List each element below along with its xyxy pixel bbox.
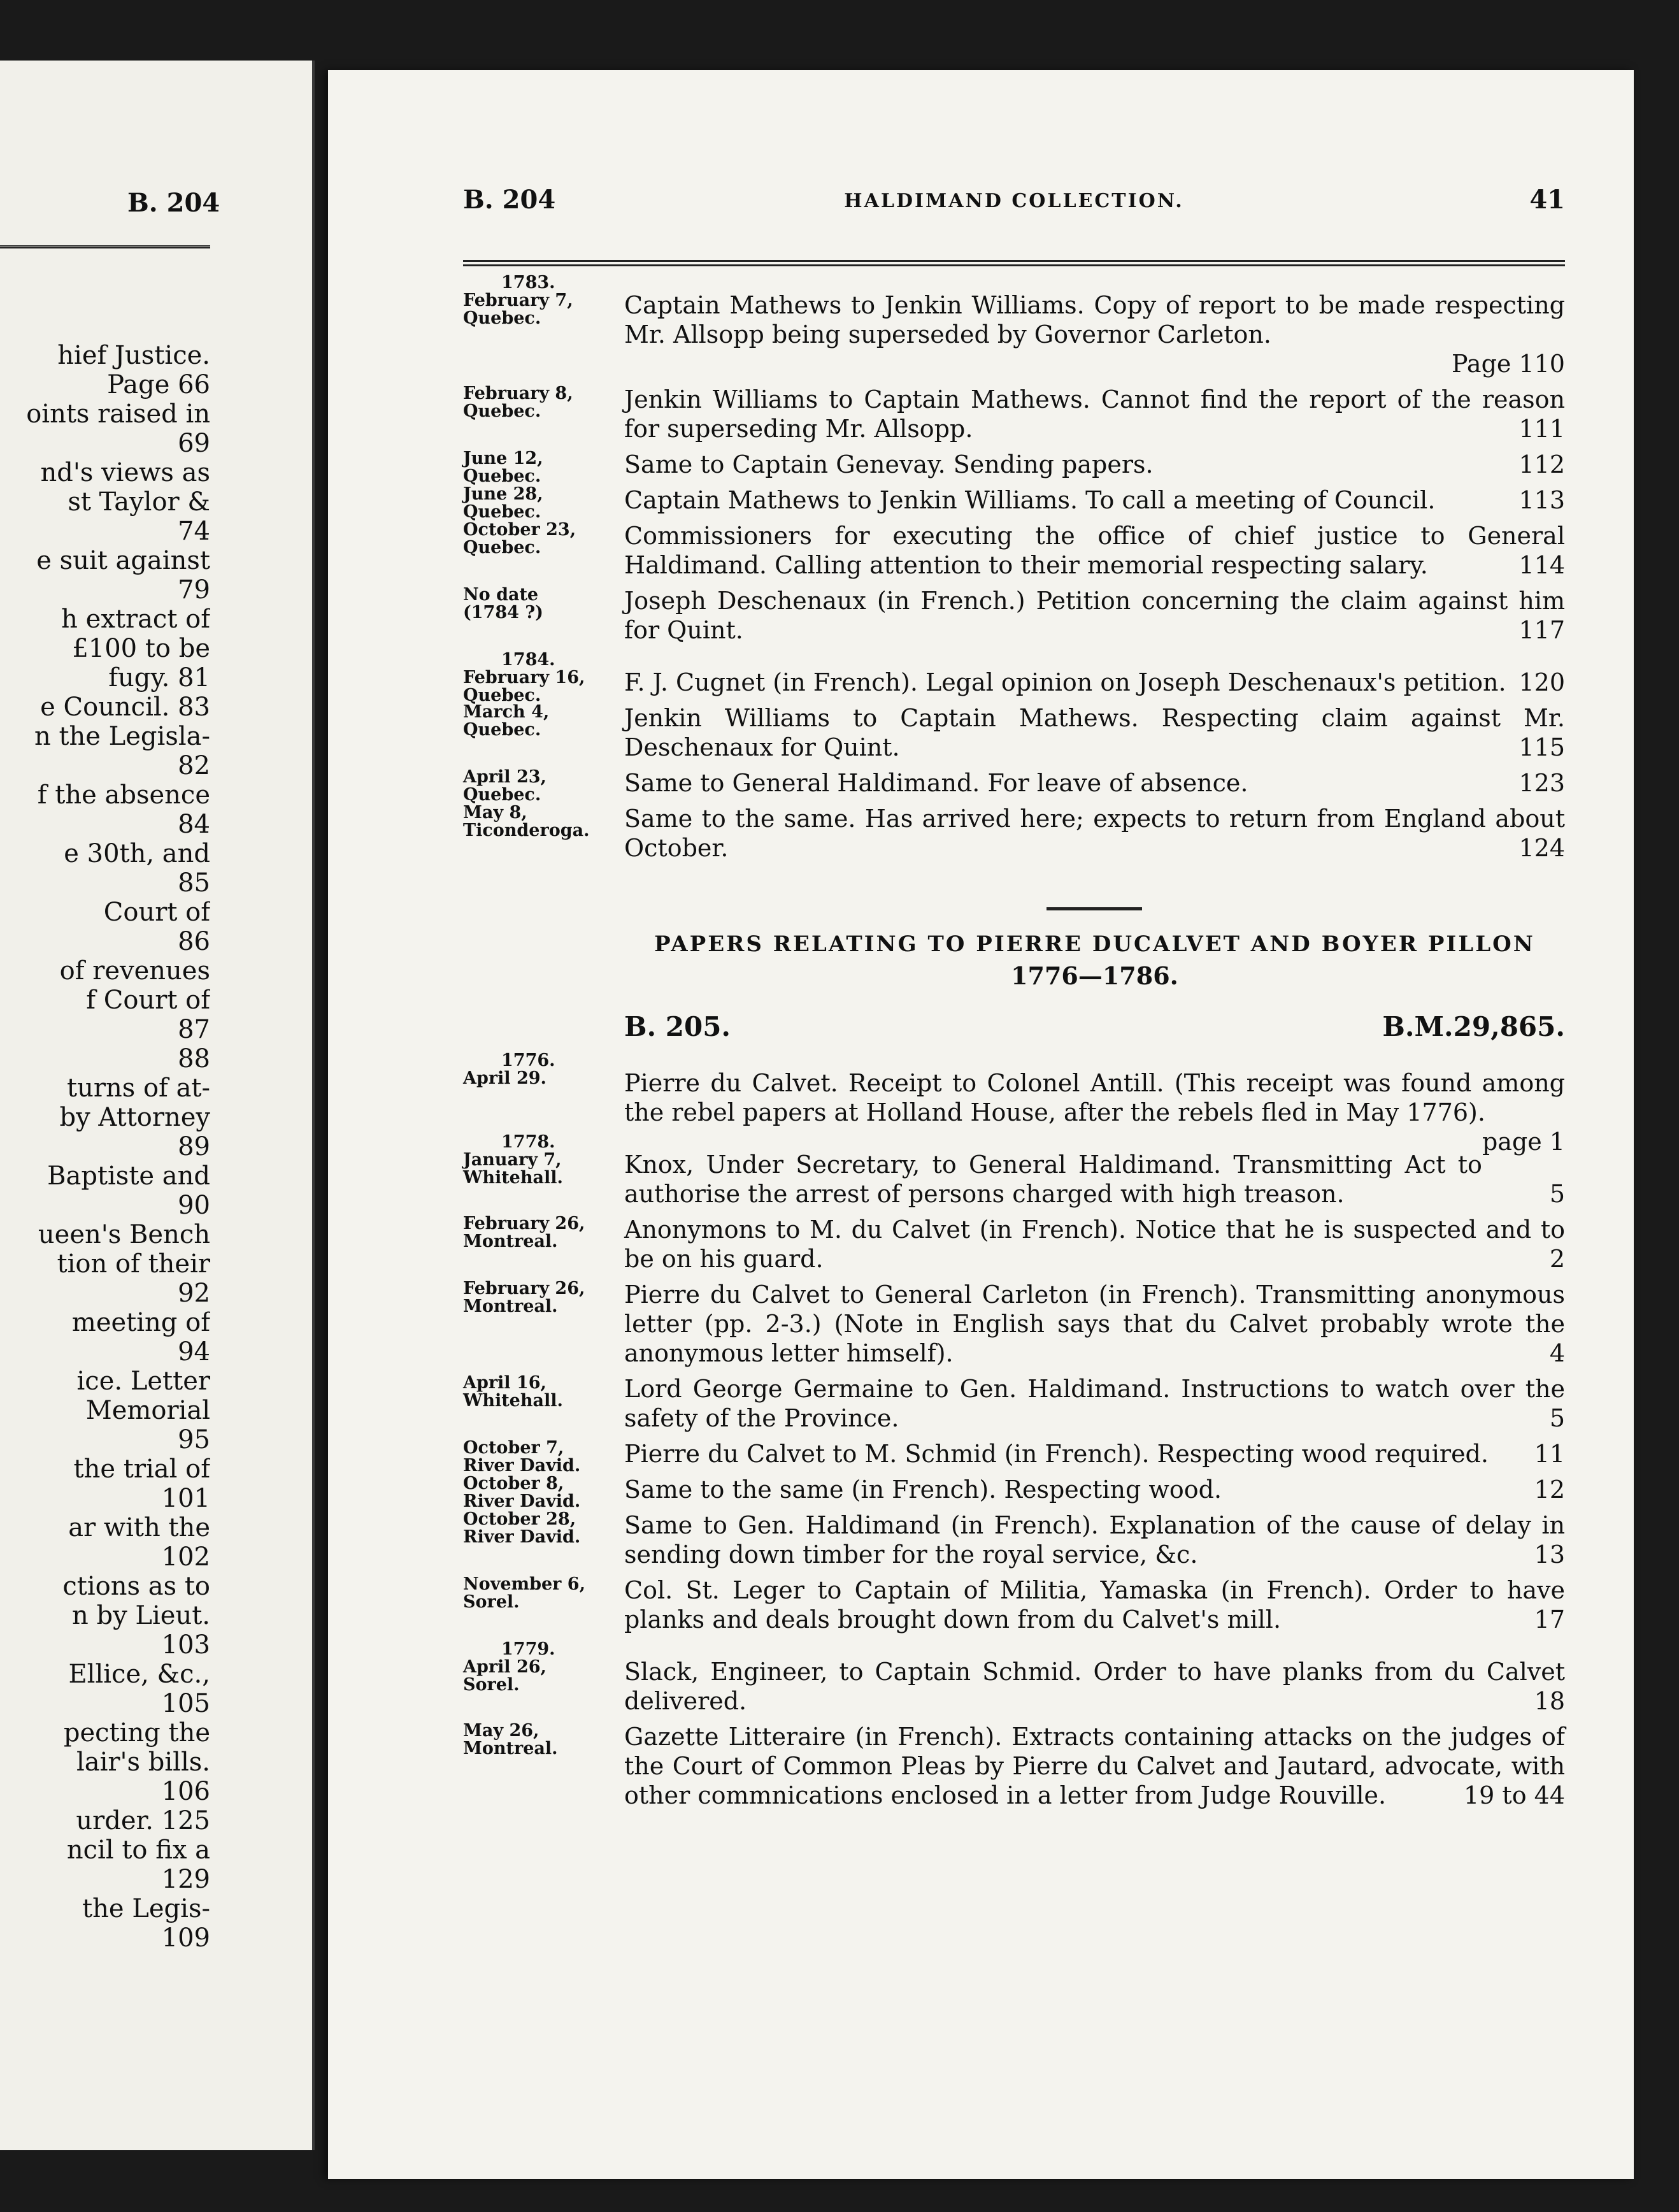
facing-page-line: turns of at- (67, 1074, 210, 1103)
calendar-entry (463, 1474, 1565, 1511)
entry-date-text: June 28, (463, 484, 543, 504)
facing-page-line: e suit against (36, 546, 210, 575)
entry-date (463, 485, 616, 521)
entry-place: Quebec. (463, 686, 541, 705)
facing-page-rule (0, 245, 210, 248)
entry-page-ref: 123 (1518, 769, 1565, 797)
facing-page-line: 90 (178, 1191, 210, 1220)
calendar-entry (463, 1641, 1565, 1716)
facing-page-line: n the Legisla- (34, 722, 210, 751)
entry-page-ref: 2 (1549, 1245, 1565, 1273)
entry-page-ref: 114 (1518, 551, 1565, 579)
facing-page-line: 85 (178, 868, 210, 898)
entry-place: Quebec. (463, 538, 541, 557)
entry-place: (1784 ?) (463, 603, 543, 622)
entry-date-text: No date (463, 585, 539, 605)
facing-page-line: 102 (161, 1542, 210, 1572)
facing-page-line: hief Justice. (57, 341, 210, 370)
entry-page-ref: 112 (1518, 450, 1565, 478)
entry-date (463, 804, 616, 840)
entry-page-ref: 120 (1518, 668, 1565, 696)
calendar-entry (463, 521, 1565, 580)
entry-body (624, 1475, 1565, 1504)
entry-body (624, 1439, 1565, 1469)
entry-date-text: June 12, (463, 449, 543, 468)
entry-text: Slack, Engineer, to Captain Schmid. Order to have planks from du Calvet delivered. (624, 1658, 1565, 1715)
entry-date-text: January 7, (463, 1150, 562, 1170)
entry-place: Whitehall. (463, 1168, 563, 1188)
entry-text: Gazette Litteraire (in French). Extracts containing attacks on the judges of the Court of Common Pleas by Pierre du Calvet and Jautard, advocate, with other commnications enclosed in a letter from Judge Rouville. (624, 1723, 1565, 1809)
entry-date (463, 768, 616, 804)
calendar-entry (463, 1215, 1565, 1274)
facing-page-line: Baptiste and (47, 1161, 210, 1191)
section-years: 1776—1786. (1011, 961, 1178, 990)
entry-text: Pierre du Calvet to M. Schmid (in French). Respecting wood required. (624, 1440, 1489, 1468)
entry-body (624, 1511, 1565, 1569)
facing-page (0, 61, 315, 2150)
entry-date-text: February 8, (463, 384, 573, 403)
entry-date-text: October 28, (463, 1509, 576, 1529)
entry-text: Same to Captain Genevay. Sending papers. (624, 450, 1154, 478)
facing-page-line: 109 (161, 1923, 210, 1953)
entry-page-ref: 5 (1549, 1180, 1565, 1208)
entry-place: Ticonderoga. (463, 821, 590, 840)
page (328, 70, 1634, 2179)
facing-page-line: ctions as to (62, 1572, 210, 1601)
entry-page-ref: 113 (1518, 486, 1565, 514)
calendar-entry (463, 767, 1565, 805)
entry-text: Jenkin Williams to Captain Mathews. Respecting claim against Mr. Deschenaux for Quint. (624, 704, 1565, 761)
facing-page-line: Court of (103, 898, 210, 927)
entry-date-text: February 7, (463, 291, 573, 310)
calendar-entry (463, 274, 1565, 378)
calendar-entry (463, 586, 1565, 645)
facing-page-line: 103 (161, 1630, 210, 1660)
entry-place: Quebec. (463, 466, 541, 486)
entry-body (624, 1641, 1565, 1716)
entry-page-ref: 5 (1549, 1404, 1565, 1432)
entry-place: River David. (463, 1527, 581, 1547)
entry-date (463, 274, 616, 327)
facing-page-line: e Council. 83 (40, 693, 210, 722)
entry-date (463, 1280, 616, 1316)
entry-place: Whitehall. (463, 1391, 563, 1411)
entry-body (624, 485, 1565, 515)
facing-page-line: 89 (178, 1132, 210, 1161)
entry-place: Montreal. (463, 1232, 558, 1251)
facing-page-line: fugy. 81 (108, 663, 210, 693)
entry-place: Sorel. (463, 1675, 520, 1695)
entry-text: Pierre du Calvet to General Carleton (in French). Transmitting anonymous letter (pp. 2-3.) (Note in English says that du Calvet probably wrote the anonymous letter himself). (624, 1281, 1565, 1367)
entry-date-text: October 8, (463, 1474, 564, 1493)
entry-date-text: April 16, (463, 1373, 547, 1393)
entry-date (463, 1133, 616, 1187)
facing-page-line: the Legis- (82, 1894, 210, 1923)
entry-date (463, 1374, 616, 1410)
header-collection-title: HALDIMAND COLLECTION. (844, 190, 1184, 212)
entry-date-text: May 8, (463, 803, 527, 822)
facing-page-line: f the absence (37, 780, 210, 810)
entry-body (624, 804, 1565, 863)
entry-date (463, 1641, 616, 1694)
entry-year: 1784. (501, 650, 555, 670)
entry-page-ref: 18 (1534, 1687, 1565, 1715)
entry-body (624, 1215, 1565, 1274)
facing-page-line: Ellice, &c., (68, 1660, 210, 1689)
facing-page-header: B. 204 (127, 188, 220, 218)
facing-page-line: e 30th, and (64, 839, 210, 868)
entry-place: Quebec. (463, 785, 541, 805)
entry-place: Quebec. (463, 308, 541, 328)
series-code: B. 205. (624, 1011, 731, 1042)
entry-place: Montreal. (463, 1739, 558, 1758)
facing-page-line: 87 (178, 1015, 210, 1044)
facing-page-line: ueen's Bench (38, 1220, 210, 1249)
facing-page-line: 101 (161, 1484, 210, 1513)
section-codes (624, 1011, 1565, 1047)
entry-page-ref: Page 110 (1452, 350, 1565, 378)
entry-text: Same to the same. Has arrived here; expects to return from England about October. (624, 805, 1565, 862)
entry-date-text: May 26, (463, 1721, 539, 1741)
entry-date (463, 385, 616, 420)
entry-text: Same to General Haldimand. For leave of absence. (624, 769, 1248, 797)
entry-year: 1776. (501, 1051, 555, 1070)
entry-date-text: October 7, (463, 1438, 564, 1458)
entry-text: Pierre du Calvet. Receipt to Colonel Antill. (This receipt was found among the rebel papers at Holland House, after the rebels fled in May 1776). (624, 1069, 1565, 1126)
facing-page-line: pecting the (63, 1718, 210, 1748)
entry-body (624, 1374, 1565, 1433)
entry-body (624, 651, 1565, 697)
entry-place: Sorel. (463, 1592, 520, 1612)
entry-body (624, 274, 1565, 378)
header-volume-code: B. 204 (463, 185, 556, 215)
facing-page-line: of revenues (59, 956, 210, 986)
facing-page-line: 82 (178, 751, 210, 780)
entry-date (463, 1215, 616, 1251)
entry-date (463, 586, 616, 622)
entry-body (624, 450, 1565, 479)
calendar-entry (463, 804, 1565, 863)
entry-body (624, 768, 1565, 798)
entry-page-ref: 11 (1534, 1440, 1565, 1468)
entry-body (624, 385, 1565, 443)
entry-date-text: April 29. (463, 1068, 547, 1088)
entry-date-text: February 26, (463, 1214, 585, 1233)
facing-page-line: 86 (178, 927, 210, 956)
calendar-entry (463, 1722, 1565, 1810)
entry-body (624, 521, 1565, 580)
entry-place: River David. (463, 1491, 581, 1511)
facing-page-line: 129 (161, 1865, 210, 1894)
entry-page-ref: 12 (1534, 1476, 1565, 1504)
entry-year: 1778. (501, 1132, 555, 1152)
section-title: PAPERS RELATING TO PIERRE DUCALVET AND BOYER PILLON (654, 931, 1535, 957)
section-divider (1047, 907, 1142, 910)
facing-page-line: tion of their (57, 1249, 210, 1279)
entry-date (463, 1576, 616, 1611)
entry-date (463, 450, 616, 485)
calendar-entry (463, 1374, 1565, 1433)
entry-text: Same to Gen. Haldimand (in French). Explanation of the cause of delay in sending down timber for the royal service, &c. (624, 1511, 1565, 1569)
page-number: 41 (1529, 185, 1565, 215)
entry-year: 1783. (501, 273, 555, 292)
entry-date-text: November 6, (463, 1574, 585, 1594)
entry-page-ref: 115 (1518, 733, 1565, 761)
entry-date (463, 1722, 616, 1758)
facing-page-line: urder. 125 (76, 1806, 210, 1835)
facing-page-line: ar with the (68, 1513, 210, 1542)
facing-page-line: 74 (178, 517, 210, 546)
facing-page-line: meeting of (71, 1308, 210, 1337)
entry-text: F. J. Cugnet (in French). Legal opinion on Joseph Deschenaux's petition. (624, 668, 1506, 696)
calendar-entry (463, 385, 1565, 443)
calendar-entry (463, 1280, 1565, 1368)
facing-page-line: oints raised in (26, 399, 210, 429)
entry-date (463, 651, 616, 705)
entry-place: Montreal. (463, 1296, 558, 1316)
facing-page-line: 95 (178, 1425, 210, 1454)
calendar-entry (463, 1133, 1565, 1209)
entry-date-text: April 23, (463, 767, 547, 787)
entry-body (624, 1280, 1565, 1368)
entry-place: River David. (463, 1456, 581, 1476)
entry-place: Quebec. (463, 720, 541, 740)
facing-page-line: 105 (161, 1689, 210, 1718)
calendar-entry (463, 1511, 1565, 1569)
entry-page-ref: 124 (1518, 834, 1565, 862)
entry-text: Joseph Deschenaux (in French.) Petition concerning the claim against him for Quint. (624, 587, 1565, 644)
facing-page-lines (0, 341, 210, 1953)
entry-date-text: March 4, (463, 702, 550, 722)
entry-body (624, 1722, 1565, 1810)
british-museum-code: B.M.29,865. (1382, 1011, 1565, 1042)
entry-date-text: February 16, (463, 668, 585, 687)
calendar-entry (463, 703, 1565, 762)
facing-page-line: h extract of (61, 605, 210, 634)
entry-page-ref: page 1 (1482, 1128, 1565, 1156)
entry-body (624, 1576, 1565, 1634)
facing-page-line: 106 (161, 1777, 210, 1806)
facing-page-line: 69 (178, 429, 210, 458)
entry-date-text: February 26, (463, 1279, 585, 1298)
facing-page-line: the trial of (73, 1454, 210, 1484)
facing-page-line: st Taylor & (68, 487, 210, 517)
entry-text: Knox, Under Secretary, to General Haldimand. Transmitting Act to authorise the arrest of persons charged with high treason. (624, 1151, 1482, 1208)
facing-page-line: by Attorney (59, 1103, 210, 1132)
facing-page-line: 79 (178, 575, 210, 605)
facing-page-line: f Court of (86, 986, 210, 1015)
entry-date-text: April 26, (463, 1657, 547, 1677)
entry-text: Anonymons to M. du Calvet (in French). Notice that he is suspected and to be on his guard. (624, 1216, 1565, 1273)
entry-date (463, 521, 616, 557)
facing-page-line: n by Lieut. (72, 1601, 210, 1630)
entry-text: Same to the same (in French). Respecting wood. (624, 1476, 1222, 1504)
page-content (463, 274, 1565, 1816)
entry-date-text: October 23, (463, 520, 576, 540)
facing-page-line: lair's bills. (76, 1748, 210, 1777)
entry-text: Lord George Germaine to Gen. Haldimand. Instructions to watch over the safety of the Province. (624, 1375, 1565, 1432)
entry-page-ref: 17 (1534, 1605, 1565, 1634)
entry-text: Jenkin Williams to Captain Mathews. Cannot find the report of the reason for superseding Mr. Allsopp. (624, 385, 1565, 443)
entry-page-ref: 13 (1534, 1540, 1565, 1569)
entry-body (624, 586, 1565, 645)
facing-page-line: 84 (178, 810, 210, 839)
entry-page-ref: 4 (1549, 1339, 1565, 1367)
entry-page-ref: 117 (1518, 616, 1565, 644)
calendar-entries-1776 (463, 1052, 1565, 1810)
entry-text: Captain Mathews to Jenkin Williams. Copy of report to be made respecting Mr. Allsopp being superseded by Governor Carleton. (624, 291, 1565, 348)
page-header (463, 185, 1565, 223)
entry-page-ref: 111 (1518, 415, 1565, 443)
entry-body (624, 1133, 1565, 1209)
facing-page-line: ice. Letter (76, 1367, 210, 1396)
facing-page-line: ncil to fix a (66, 1835, 210, 1865)
facing-page-line: Page 66 (107, 370, 210, 399)
entry-body (624, 703, 1565, 762)
calendar-entry (463, 1576, 1565, 1634)
facing-page-line: Memorial (85, 1396, 210, 1425)
calendar-entries-1783 (463, 274, 1565, 863)
entry-text: Captain Mathews to Jenkin Williams. To call a meeting of Council. (624, 486, 1436, 514)
entry-date (463, 1052, 616, 1088)
entry-date (463, 703, 616, 739)
entry-page-ref: 19 to 44 (1463, 1781, 1565, 1809)
entry-place: Quebec. (463, 502, 541, 522)
entry-date (463, 1511, 616, 1546)
facing-page-line: £100 to be (72, 634, 210, 663)
entry-date (463, 1439, 616, 1475)
entry-text: Commissioners for executing the office of chief justice to General Haldimand. Calling attention to their memorial respecting salary. (624, 522, 1565, 579)
facing-page-line: 92 (178, 1279, 210, 1308)
entry-year: 1779. (501, 1639, 555, 1659)
facing-page-line: 94 (178, 1337, 210, 1367)
calendar-entry (463, 449, 1565, 486)
calendar-entry (463, 1438, 1565, 1476)
entry-place: Quebec. (463, 401, 541, 421)
facing-page-line: 88 (178, 1044, 210, 1074)
entry-body (624, 1052, 1565, 1156)
entry-date (463, 1475, 616, 1511)
calendar-entry (463, 484, 1565, 522)
header-rule (463, 260, 1565, 266)
facing-page-line: nd's views as (40, 458, 210, 487)
entry-text: Col. St. Leger to Captain of Militia, Yamaska (in French). Order to have planks and deals brought down from du Calvet's mill. (624, 1576, 1565, 1634)
calendar-entry (463, 650, 1565, 705)
